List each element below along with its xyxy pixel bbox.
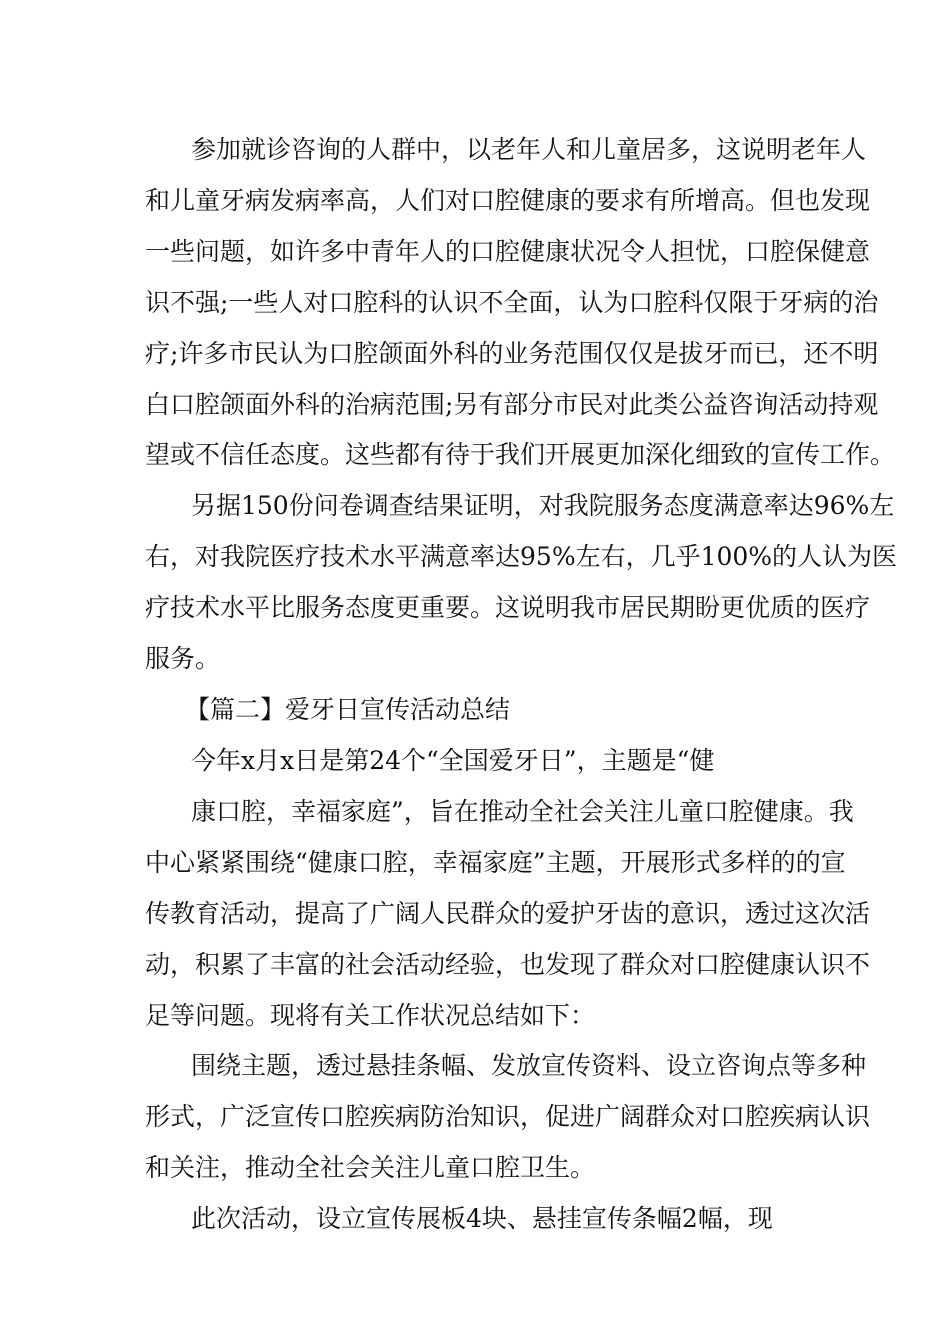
paragraph-line: 疗;许多市民认为口腔颌面外科的业务范围仅仅是拔牙而已，还不明	[145, 339, 879, 368]
paragraph-line: 康口腔，幸福家庭”，旨在推动全社会关注儿童口腔健康。我	[191, 797, 854, 826]
paragraph-line: 一些问题，如许多中青年人的口腔健康状况令人担忧，口腔保健意	[145, 237, 871, 266]
paragraph-line: 传教育活动，提高了广阔人民群众的爱护牙齿的意识，透过这次活	[145, 899, 871, 928]
paragraph-line: 和关注，推动全社会关注儿童口腔卫生。	[145, 1153, 596, 1182]
paragraph-line: 形式，广泛宣传口腔疾病防治知识，促进广阔群众对口腔疾病认识	[145, 1102, 871, 1131]
paragraph-line: 围绕主题，透过悬挂条幅、发放宣传资料、设立咨询点等多种	[191, 1051, 867, 1080]
paragraph-line: 足等问题。现将有关工作状况总结如下：	[145, 1001, 596, 1030]
paragraph-line: 参加就诊咨询的人群中，以老年人和儿童居多，这说明老年人	[191, 135, 867, 164]
paragraph-line: 白口腔颌面外科的治病范围;另有部分市民对此类公益咨询活动持观	[145, 390, 879, 419]
paragraph-line: 和儿童牙病发病率高，人们对口腔健康的要求有所增高。但也发现	[145, 186, 871, 215]
paragraph-line: 动，积累了丰富的社会活动经验，也发现了群众对口腔健康认识不	[145, 950, 871, 979]
paragraph-line: 望或不信任态度。这些都有待于我们开展更加深化细致的宣传工作。	[145, 440, 896, 469]
paragraph-line: 右，对我院医疗技术水平满意率达95%左右，几乎100%的人认为医	[145, 542, 898, 571]
paragraph-line: 此次活动，设立宣传展板4块、悬挂宣传条幅2幅，现	[191, 1204, 773, 1233]
section-heading: 【篇二】爱牙日宣传活动总结	[185, 695, 511, 724]
paragraph-line: 服务。	[145, 644, 221, 673]
paragraph-line: 另据150份问卷调查结果证明，对我院服务态度满意率达96%左	[191, 491, 895, 520]
paragraph-line: 今年x月x日是第24个“全国爱牙日”，主题是“健	[191, 746, 715, 775]
paragraph-line: 疗技术水平比服务态度更重要。这说明我市居民期盼更优质的医疗	[145, 593, 871, 622]
paragraph-line: 识不强;一些人对口腔科的认识不全面，认为口腔科仅限于牙病的治	[145, 288, 879, 317]
paragraph-line: 中心紧紧围绕“健康口腔，幸福家庭”主题，开展形式多样的的宣	[145, 848, 846, 877]
